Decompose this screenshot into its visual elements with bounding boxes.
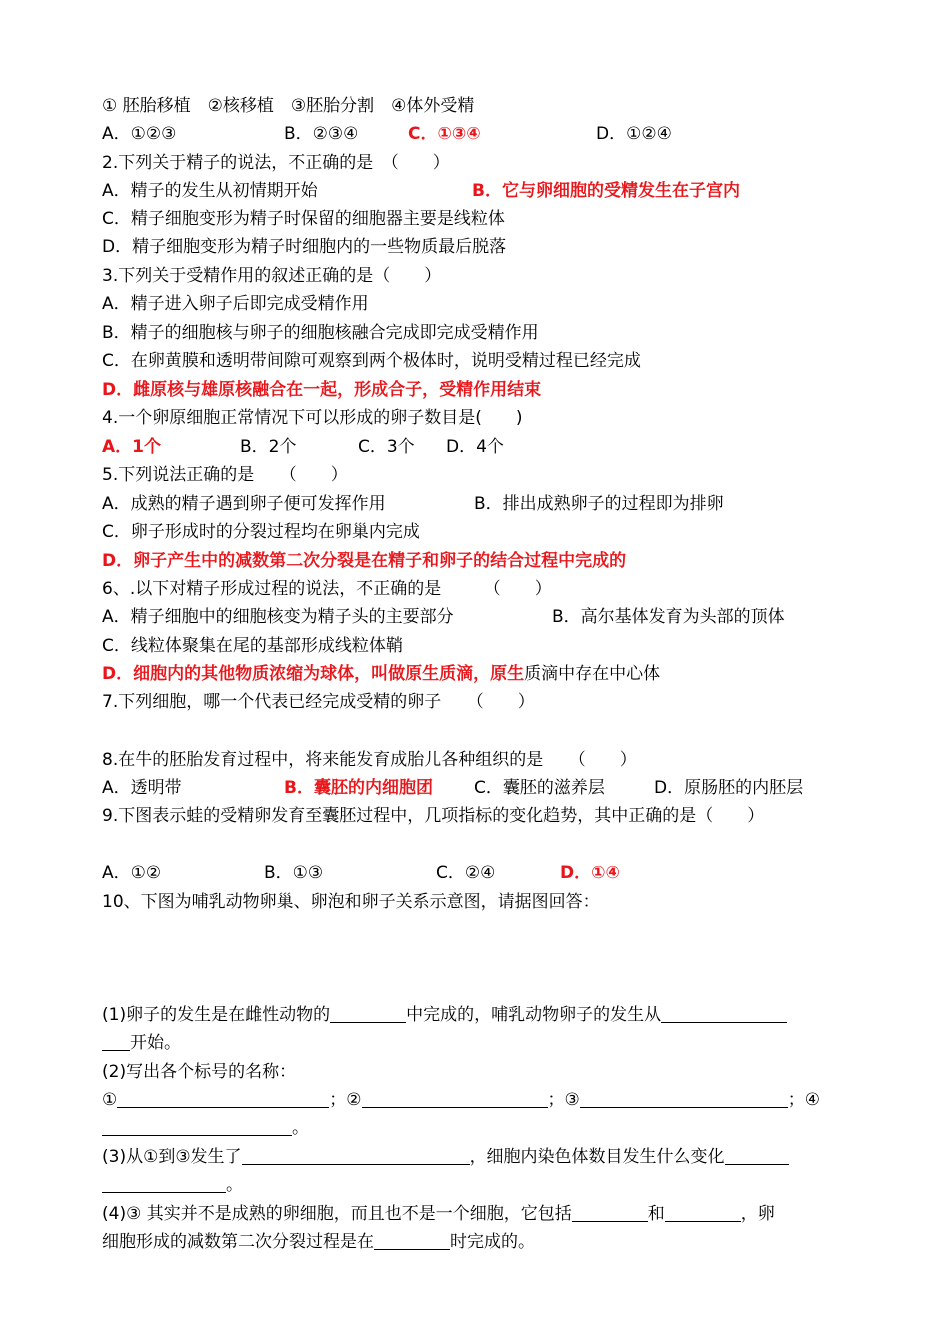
q8-option-d: D．原肠胚的内胚层 bbox=[654, 778, 804, 798]
q5-stem bbox=[102, 464, 348, 488]
q5-row-ab bbox=[102, 493, 822, 517]
q10-label-3: ；③ bbox=[547, 1090, 580, 1110]
q2-row-ab bbox=[102, 180, 822, 204]
q10-blank-process[interactable] bbox=[242, 1146, 470, 1165]
q5-option-a: A．成熟的精子遇到卵子便可发挥作用 bbox=[102, 494, 386, 514]
q10-blank-start-time[interactable] bbox=[661, 1004, 787, 1023]
q4-option-d: D．4个 bbox=[446, 437, 504, 457]
q3-stem bbox=[102, 265, 441, 289]
q4-stem bbox=[102, 407, 522, 431]
q3-option-a bbox=[102, 293, 369, 317]
q5-option-d-text: D．卵子产生中的减数第二次分裂是在精子和卵子的结合过程中完成的 bbox=[102, 551, 627, 571]
q10-p1-text-a: (1)卵子的发生是在雌性动物的 bbox=[102, 1005, 331, 1025]
q9-option-d: D．①④ bbox=[560, 863, 620, 883]
q9-stem-text: 9.下图表示蛙的受精卵发育至囊胚过程中，几项指标的变化趋势，其中正确的是（ ） bbox=[102, 806, 765, 826]
q10-blank-start-time-cont[interactable] bbox=[102, 1032, 130, 1051]
q2-stem bbox=[102, 152, 450, 176]
q10-part4 bbox=[102, 1203, 775, 1227]
q4-option-b: B．2个 bbox=[240, 437, 297, 457]
q10-part1-cont bbox=[102, 1032, 181, 1056]
q10-blank-chromosome[interactable] bbox=[725, 1146, 789, 1165]
q6-stem-text: 6、.以下对精子形成过程的说法，不正确的是 （ ） bbox=[102, 579, 552, 599]
q10-p2-end: 。 bbox=[292, 1118, 309, 1138]
q4-option-a: A．1个 bbox=[102, 437, 161, 457]
q10-stem-text: 10、下图为哺乳动物卵巢、卵泡和卵子关系示意图，请据图回答： bbox=[102, 892, 600, 912]
q10-part2 bbox=[102, 1061, 296, 1085]
q1-options bbox=[102, 123, 802, 147]
q10-stem bbox=[102, 891, 600, 915]
q10-blank-2[interactable] bbox=[362, 1089, 548, 1108]
q5-option-b: B．排出成熟卵子的过程即为排卵 bbox=[474, 494, 724, 514]
q10-label-1: ① bbox=[102, 1090, 118, 1110]
q10-p4-text-a: (4)③ 其实并不是成熟的卵细胞，而且也不是一个细胞，它包括 bbox=[102, 1204, 572, 1224]
q10-p1-text-b: 中完成的，哺乳动物卵子的发生从 bbox=[406, 1005, 662, 1025]
q2-option-c-text: C．精子细胞变形为精子时保留的细胞器主要是线粒体 bbox=[102, 209, 505, 229]
q10-part3-cont bbox=[102, 1174, 243, 1198]
q10-p3-end: 。 bbox=[226, 1175, 243, 1195]
q4-options bbox=[102, 436, 622, 460]
q3-option-d bbox=[102, 379, 541, 403]
q6-stem bbox=[102, 578, 552, 602]
q6-option-d-rest: 质滴中存在中心体 bbox=[524, 664, 661, 684]
q3-option-b bbox=[102, 322, 539, 346]
q10-part2-blanks bbox=[102, 1089, 820, 1113]
q6-option-d-red: D．细胞内的其他物质浓缩为球体，叫做原生质滴，原生 bbox=[102, 664, 525, 684]
q10-blank-4[interactable] bbox=[102, 1117, 292, 1136]
q3-option-c bbox=[102, 350, 641, 374]
q4-stem-text: 4.一个卵原细胞正常情况下可以形成的卵子数目是( ) bbox=[102, 408, 523, 428]
q10-p4-text-e: 时完成的。 bbox=[450, 1232, 535, 1252]
q10-p2-text: (2)写出各个标号的名称： bbox=[102, 1062, 297, 1082]
q8-options bbox=[102, 777, 842, 801]
q9-option-a: A．①② bbox=[102, 863, 162, 883]
q2-stem-text: 2.下列关于精子的说法，不正确的是 （ ） bbox=[102, 153, 450, 173]
q10-p4-text-d: 细胞形成的减数第二次分裂过程是在 bbox=[102, 1232, 374, 1252]
q10-p4-text-b: 和 bbox=[647, 1204, 665, 1224]
q9-stem bbox=[102, 805, 764, 829]
q4-option-c: C．3个 bbox=[358, 437, 415, 457]
q2-option-b: B．它与卵细胞的受精发生在子宫内 bbox=[472, 181, 740, 201]
q8-stem-text: 8.在牛的胚胎发育过程中，将来能发育成胎儿各种组织的是 （ ） bbox=[102, 750, 637, 770]
q2-option-c bbox=[102, 208, 505, 232]
q10-part4-cont bbox=[102, 1231, 535, 1255]
q1-items bbox=[102, 95, 474, 119]
q10-label-4: ；④ bbox=[787, 1090, 820, 1110]
q10-p3-text-b: ，细胞内染色体数目发生什么变化 bbox=[469, 1147, 725, 1167]
q9-options bbox=[102, 862, 662, 886]
q10-blank-3[interactable] bbox=[580, 1089, 788, 1108]
q6-option-b: B．高尔基体发育为头部的顶体 bbox=[552, 607, 785, 627]
q5-option-c-text: C．卵子形成时的分裂过程均在卵巢内完成 bbox=[102, 522, 420, 542]
q3-option-d-text: D．雌原核与雄原核融合在一起，形成合子，受精作用结束 bbox=[102, 380, 542, 400]
q3-stem-text: 3.下列关于受精作用的叙述正确的是（ ） bbox=[102, 266, 442, 286]
q10-blank-1[interactable] bbox=[117, 1089, 329, 1108]
q10-part2-cont bbox=[102, 1117, 309, 1141]
q1-option-c: C．①③④ bbox=[408, 124, 481, 144]
q10-blank-meiosis-time[interactable] bbox=[374, 1231, 450, 1250]
q3-option-a-text: A．精子进入卵子后即完成受精作用 bbox=[102, 294, 369, 314]
q1-items-text: ① 胚胎移植 ②核移植 ③胚胎分割 ④体外受精 bbox=[102, 96, 475, 116]
q3-option-c-text: C．在卵黄膜和透明带间隙可观察到两个极体时，说明受精过程已经完成 bbox=[102, 351, 641, 371]
q2-option-a: A．精子的发生从初情期开始 bbox=[102, 181, 318, 201]
q8-stem bbox=[102, 749, 637, 773]
q9-option-c: C．②④ bbox=[436, 863, 496, 883]
q9-option-b: B．①③ bbox=[264, 863, 324, 883]
q7-stem bbox=[102, 691, 535, 715]
q10-p1-text-c: 开始。 bbox=[130, 1033, 181, 1053]
q8-option-b: B．囊胚的内细胞团 bbox=[284, 778, 433, 798]
q2-option-d-text: D．精子细胞变形为精子时细胞内的一些物质最后脱落 bbox=[102, 237, 507, 257]
q1-option-a: A．①②③ bbox=[102, 124, 177, 144]
q10-blank-include-1[interactable] bbox=[572, 1203, 648, 1222]
q10-part1 bbox=[102, 1004, 787, 1028]
q6-option-c bbox=[102, 635, 403, 659]
q7-stem-text: 7.下列细胞，哪一个代表已经完成受精的卵子 （ ） bbox=[102, 692, 535, 712]
q2-option-d bbox=[102, 236, 506, 260]
q8-option-c: C．囊胚的滋养层 bbox=[474, 778, 605, 798]
q10-label-2: ；② bbox=[329, 1090, 362, 1110]
q8-option-a: A．透明带 bbox=[102, 778, 182, 798]
q5-option-d bbox=[102, 550, 626, 574]
q10-blank-organ[interactable] bbox=[330, 1004, 406, 1023]
q1-option-b: B．②③④ bbox=[284, 124, 359, 144]
q6-option-a: A．精子细胞中的细胞核变为精子头的主要部分 bbox=[102, 607, 454, 627]
q3-option-b-text: B．精子的细胞核与卵子的细胞核融合完成即完成受精作用 bbox=[102, 323, 539, 343]
q5-option-c bbox=[102, 521, 420, 545]
q6-option-c-text: C．线粒体聚集在尾的基部形成线粒体鞘 bbox=[102, 636, 403, 656]
q10-part3 bbox=[102, 1146, 789, 1170]
q10-blank-include-2[interactable] bbox=[665, 1203, 741, 1222]
q5-stem-text: 5.下列说法正确的是 （ ） bbox=[102, 465, 348, 485]
q10-p4-text-c: ，卵 bbox=[740, 1204, 775, 1224]
q6-row-ab bbox=[102, 606, 842, 630]
q10-blank-chromosome-cont[interactable] bbox=[102, 1174, 226, 1193]
q1-option-d: D．①②④ bbox=[596, 124, 672, 144]
q10-p3-text-a: (3)从①到③发生了 bbox=[102, 1147, 242, 1167]
q6-option-d bbox=[102, 663, 660, 687]
